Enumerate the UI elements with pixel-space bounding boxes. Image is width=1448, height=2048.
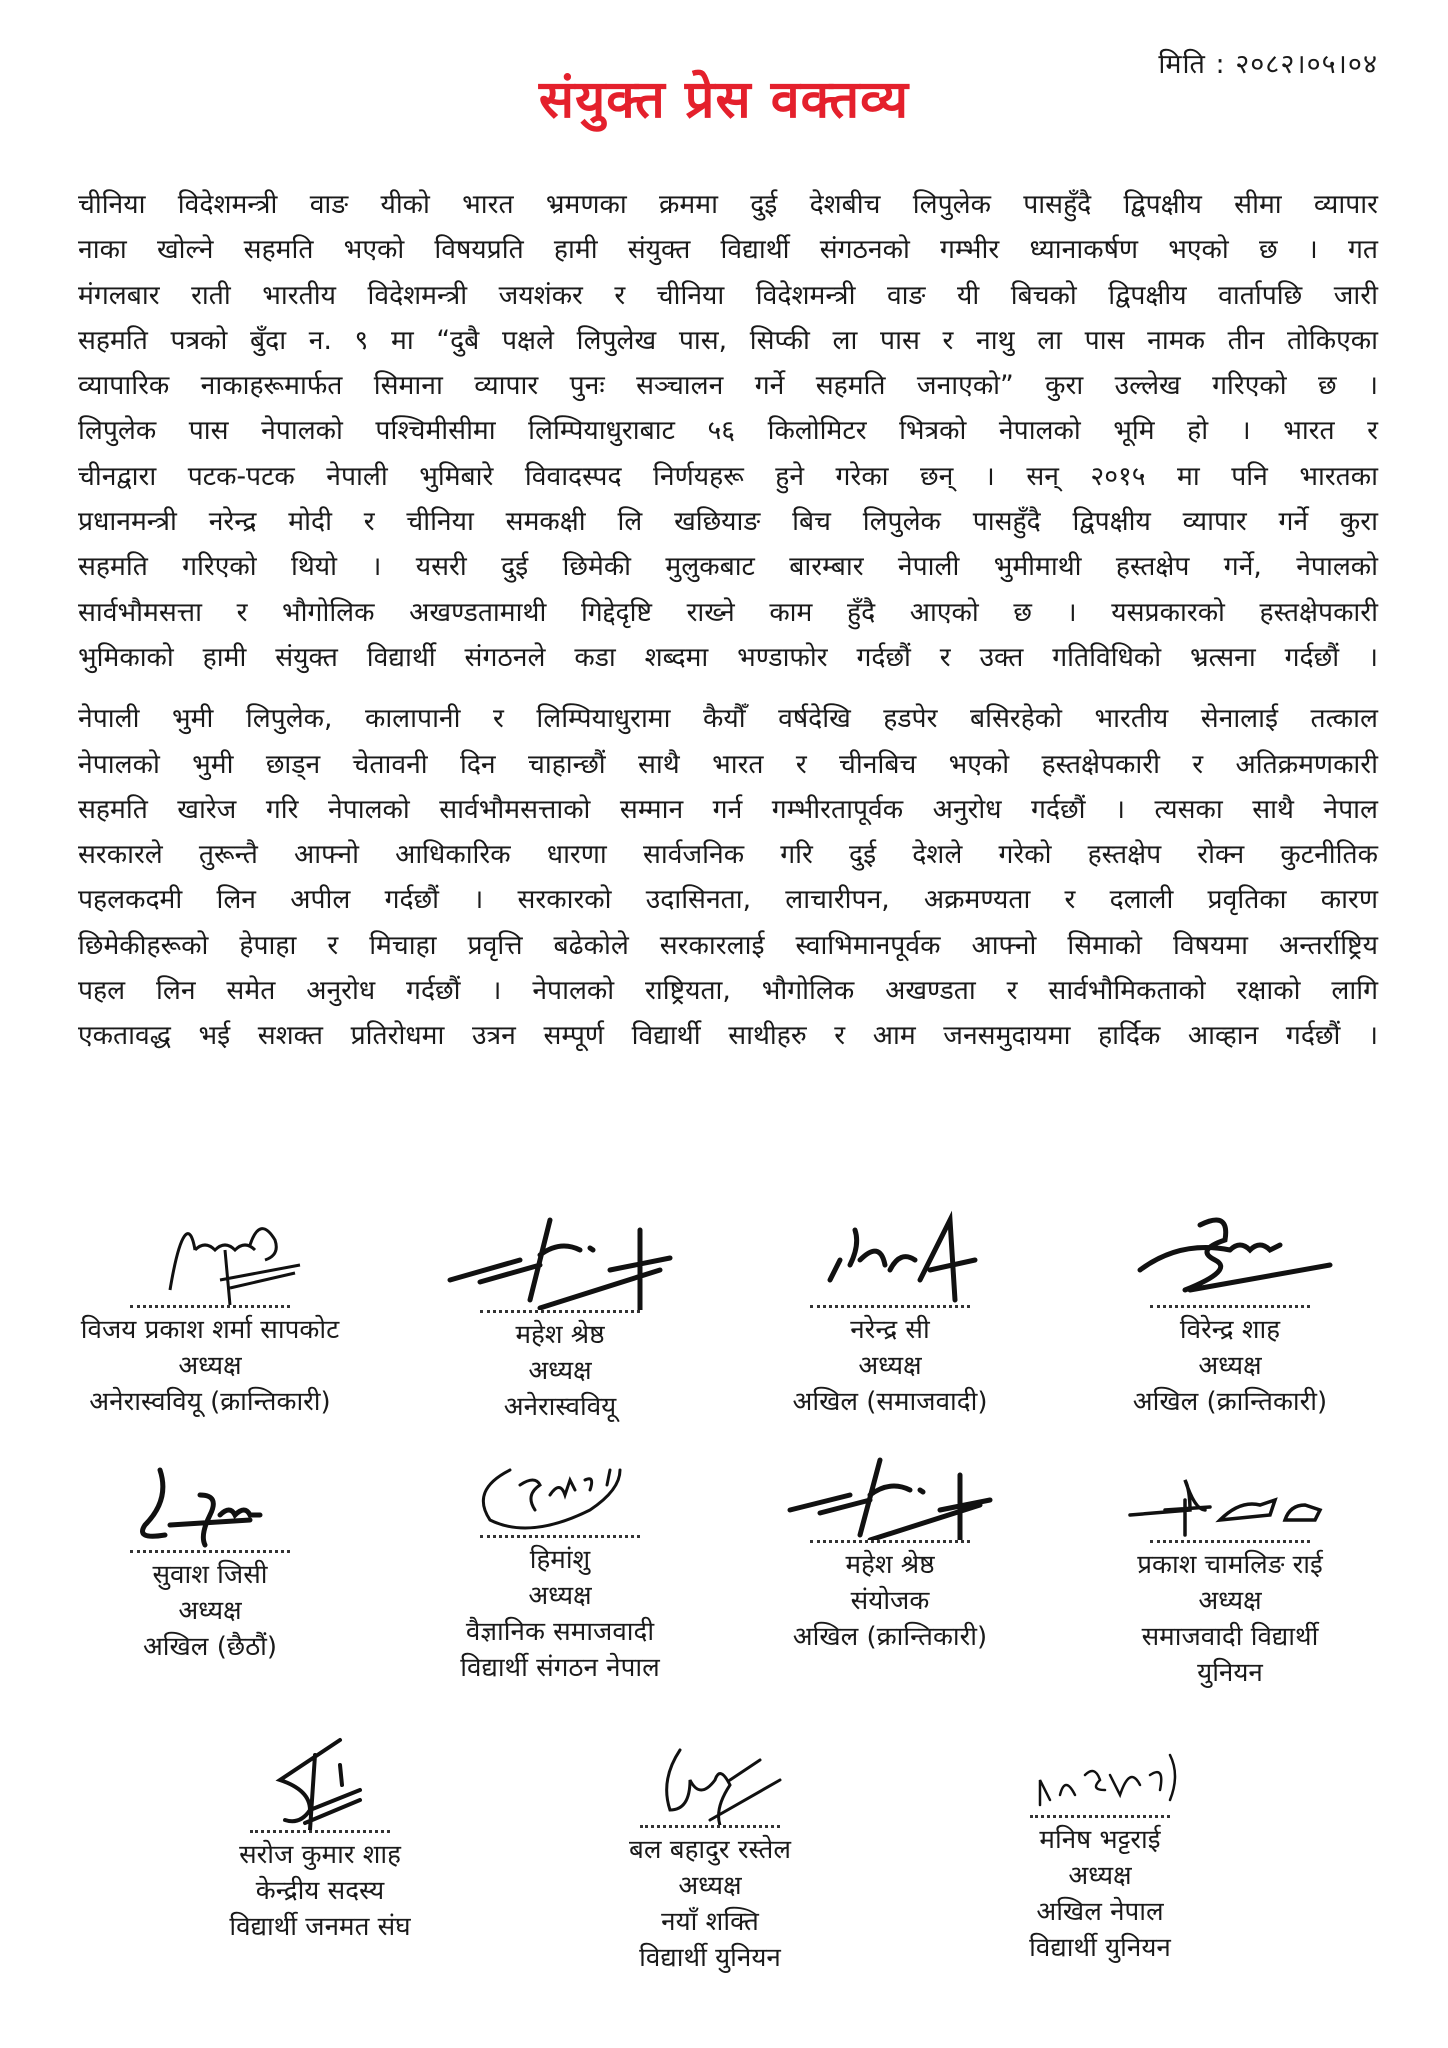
page-title: संयुक्त प्रेस वक्तव्य [538,70,910,130]
signatory-block [390,1455,730,1686]
signatory-org: विद्यार्थी जनमत संघ [229,1912,411,1942]
signature-image [440,1210,680,1310]
signature-image [780,1455,1000,1540]
paragraph-1 [78,182,1378,680]
text-line: सहमति पत्रको बुँदा न. ९ मा “दुबै पक्षले लिपुलेख पास, सिप्की ला पास र नाथु ला पास नामक तीन तोकिएका [78,324,1378,356]
text-line: छिमेकीहरूको हेपाहा र मिचाहा प्रवृत्ति बढेकोले सरकारलाई स्वाभिमानपूर्वक आफ्नो सिमाको विषयमा अन्तर्राष्ट्रिय [78,929,1378,961]
text-line: भुमिकाको हामी संयुक्त विद्यार्थी संगठनले कडा शब्दमा भण्डाफोर गर्दछौं र उक्त गतिविधिको भ्रत्सना गर्दछौं । [78,641,1378,673]
text-line: प्रधानमन्त्री नरेन्द्र मोदी र चीनिया समकक्षी लि खछियाङ बिच लिपुलेक पासहुँदै द्विपक्षीय व्यापार गर्ने कुरा [78,506,1378,538]
signatory-org: अखिल (क्रान्तिकारी) [1132,1387,1328,1417]
signatory-org: वैज्ञानिक समाजवादी [465,1617,655,1647]
paragraph-2 [78,696,1378,1058]
signature-image [1120,1210,1340,1305]
signature-image [1120,1455,1340,1540]
signature-image [110,1460,310,1550]
signatory-block [1060,1455,1400,1691]
signatory-name: हिमांशु [529,1545,591,1575]
signatory-org: विद्यार्थी युनियन [639,1943,781,1973]
text-line: सरकारले तुरून्तै आफ्नो आधिकारिक धारणा सार्वजनिक गरि दुई देशले गरेको हस्तक्षेप रोक्न कुटनीतिक [78,839,1378,871]
signatory-org: अखिल (छैठौं) [142,1632,278,1662]
text-line: सहमति गरिएको थियो । यसरी दुई छिमेकी मुलुकबाट बारम्बार नेपाली भुमीमाथी हस्तक्षेप गर्ने, नेपालको [78,551,1378,583]
signatory-name: बल बहादुर रस्तेल [628,1835,792,1865]
signatory-title: अध्यक्ष [178,1596,242,1626]
signatory-title: अध्यक्ष [1198,1351,1262,1381]
signature-image [220,1735,420,1830]
signature-line [810,1305,970,1308]
signature-line [250,1830,390,1833]
text-line: पहलकदमी लिन अपील गर्दछौं । सरकारको उदासिनता, लाचारीपन, अक्रमण्यता र दलाली प्रवृतिका कारण [78,884,1378,916]
text-line: सार्वभौमसत्ता र भौगोलिक अखण्डतामाथी गिद्देदृष्टि राख्ने काम हुँदै आएको छ । यसप्रकारको हस्तक्षेपकारी [78,596,1378,628]
signature-image [790,1210,990,1305]
signature-line [1150,1540,1310,1543]
signatory-block [40,1460,380,1665]
text-line: नेपालको भुमी छाड्न चेतावनी दिन चाहान्छौं साथै भारत र चीनबिच भएको हस्तक्षेपकारी र अतिक्रमणकारी [78,748,1378,780]
signatory-block [930,1745,1270,1966]
signatory-title: अध्यक्ष [528,1581,592,1611]
signature-line [130,1550,290,1553]
signatory-title: अध्यक्ष [1198,1586,1262,1616]
text-line: पहल लिन समेत अनुरोध गर्दछौं । नेपालको राष्ट्रियता, भौगोलिक अखण्डता र सार्वभौमिकताको रक्षाको लागि [78,975,1378,1007]
signature-image [450,1455,670,1535]
signatory-name: महेश श्रेष्ठ [845,1550,935,1580]
signatory-title: अध्यक्ष [678,1871,742,1901]
signatory-block [150,1735,490,1945]
signatory-name: नरेन्द्र सी [850,1315,930,1345]
signatory-name: विजय प्रकाश शर्मा सापकोट [80,1315,340,1345]
signature-image [620,1740,800,1825]
text-line: नेपाली भुमी लिपुलेक, कालापानी र लिम्पियाधुरामा कैयौँ वर्षदेखि हडपेर बसिरहेको भारतीय सेनालाई तत्काल [78,703,1378,735]
text-line: लिपुलेक पास नेपालको पश्चिमीसीमा लिम्पियाधुराबाट ५६ किलोमिटर भित्रको नेपालको भूमि हो । भारत र [78,415,1378,447]
signatory-org: समाजवादी विद्यार्थी [1141,1622,1319,1652]
text-line: मंगलबार राती भारतीय विदेशमन्त्री जयशंकर र चीनिया विदेशमन्त्री वाङ यी बिचको द्विपक्षीय वार्तापछि जारी [78,279,1378,311]
signature-line [1030,1815,1170,1818]
signatory-block [540,1740,880,1976]
signature-line [480,1535,640,1538]
date-line: मिति : २०८२।०५।०४ [1158,49,1378,80]
signatory-org: युनियन [1197,1658,1263,1688]
text-line: सहमति खारेज गरि नेपालको सार्वभौमसत्ताको सम्मान गर्न गम्भीरतापूर्वक अनुरोध गर्दछौं । त्यसका साथै नेपाल [78,793,1378,825]
signature-line [480,1310,640,1313]
signatory-org: अखिल नेपाल [1036,1897,1164,1927]
signatory-org: अखिल (क्रान्तिकारी) [792,1622,988,1652]
signatory-block [1060,1210,1400,1420]
signatory-org: अखिल (समाजवादी) [792,1387,988,1417]
signature-line [640,1825,780,1828]
signature-line [130,1305,290,1308]
signatory-block [390,1210,730,1425]
text-line: व्यापारिक नाकाहरूमार्फत सिमाना व्यापार पुनः सञ्चालन गर्ने सहमति जनाएको” कुरा उल्लेख गरिएको छ । [78,370,1378,402]
text-line: चीनद्वारा पटक-पटक नेपाली भुमिबारे विवादस्पद निर्णयहरू हुने गरेका छन् । सन् २०१५ मा पनि भारतका [78,460,1378,492]
signatory-name: विरेन्द्र शाह [1179,1315,1281,1345]
signatory-title: केन्द्रीय सदस्य [255,1876,385,1906]
signatory-org: नयाँ शक्ति [661,1907,759,1937]
text-line: नाका खोल्ने सहमति भएको विषयप्रति हामी संयुक्त विद्यार्थी संगठनको गम्भीर ध्यानाकर्षण भएको छ । गत [78,234,1378,266]
text-line: एकतावद्ध भई सशक्त प्रतिरोधमा उत्रन सम्पूर्ण विद्यार्थी साथीहरु र आम जनसमुदायमा हार्दिक आव्हान गर्दछौं । [78,1020,1378,1052]
signatory-name: महेश श्रेष्ठ [515,1320,605,1350]
signature-line [810,1540,970,1543]
signatory-title: अध्यक्ष [858,1351,922,1381]
signatory-org: विद्यार्थी संगठन नेपाल [460,1653,660,1683]
signatory-title: अध्यक्ष [1068,1861,1132,1891]
signatory-block [720,1455,1060,1655]
signatory-name: मनिष भट्टराई [1039,1825,1161,1855]
signatory-name: प्रकाश चामलिङ राई [1137,1550,1323,1580]
signatory-block [720,1210,1060,1420]
signatory-org: अनेरास्ववियू [503,1392,617,1422]
signatory-title: अध्यक्ष [528,1356,592,1386]
statement-body [78,182,1378,1059]
signatory-title: अध्यक्ष [178,1351,242,1381]
signature-line [1150,1305,1310,1308]
signatory-block [40,1210,380,1420]
signatory-name: सरोज कुमार शाह [239,1840,401,1870]
signatory-org: अनेरास्ववियू (क्रान्तिकारी) [89,1387,331,1417]
signature-image [1000,1745,1200,1815]
text-line: चीनिया विदेशमन्त्री वाङ यीको भारत भ्रमणका क्रममा दुई देशबीच लिपुलेक पासहुँदै द्विपक्षीय सीमा व्यापार [78,189,1378,220]
signatory-name: सुवाश जिसी [152,1560,268,1590]
signature-image [100,1210,320,1305]
signatory-org: विद्यार्थी युनियन [1029,1933,1171,1963]
signatory-title: संयोजक [850,1586,930,1616]
